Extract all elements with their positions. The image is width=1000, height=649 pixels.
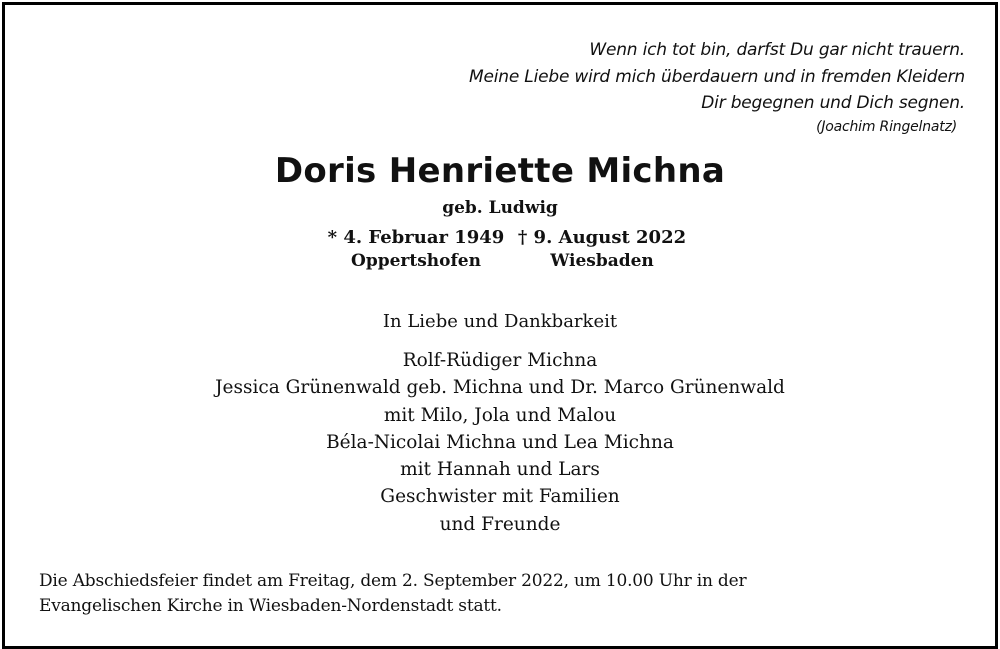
obituary-notice xyxy=(2,2,998,649)
poem-line: Wenn ich tot bin, darfst Du gar nicht trauern. xyxy=(589,40,965,60)
poem-quote xyxy=(469,37,965,137)
dedication-text: In Liebe und Dankbarkeit xyxy=(382,311,618,332)
mourners-list xyxy=(5,347,995,538)
life-dates xyxy=(327,227,691,271)
birth-date: * 4. Februar 1949 xyxy=(327,227,505,248)
mourner-line: mit Milo, Jola und Malou xyxy=(383,404,617,426)
poem-line: Meine Liebe wird mich überdauern und in fremden Kleidern xyxy=(469,66,965,87)
poem-author: (Joachim Ringelnatz) xyxy=(816,118,957,135)
deceased-name: Doris Henriette Michna xyxy=(274,151,726,191)
mourner-line: Béla-Nicolai Michna und Lea Michna xyxy=(326,431,674,453)
mourner-line: Jessica Grünenwald geb. Michna und Dr. Marco Grünenwald xyxy=(215,377,785,399)
mourner-line: Geschwister mit Familien xyxy=(380,486,620,508)
ceremony-line: Die Abschiedsfeier findet am Freitag, dem 2. September 2022, um 10.00 Uhr in der xyxy=(39,571,747,591)
mourner-line: Rolf-Rüdiger Michna xyxy=(402,350,598,371)
birth-place: Oppertshofen xyxy=(351,251,481,271)
birth-column xyxy=(327,227,505,271)
birth-name: geb. Ludwig xyxy=(442,198,558,218)
mourner-line: mit Hannah und Lars xyxy=(400,459,600,481)
ceremony-line: Evangelischen Kirche in Wiesbaden-Nordenstadt statt. xyxy=(39,596,502,616)
ceremony-notice xyxy=(39,569,746,619)
death-place: Wiesbaden xyxy=(550,251,654,271)
poem-line: Dir begegnen und Dich segnen. xyxy=(701,93,965,113)
death-column xyxy=(513,227,691,271)
death-date: † 9. August 2022 xyxy=(517,227,687,248)
mourner-line: und Freunde xyxy=(439,513,561,535)
